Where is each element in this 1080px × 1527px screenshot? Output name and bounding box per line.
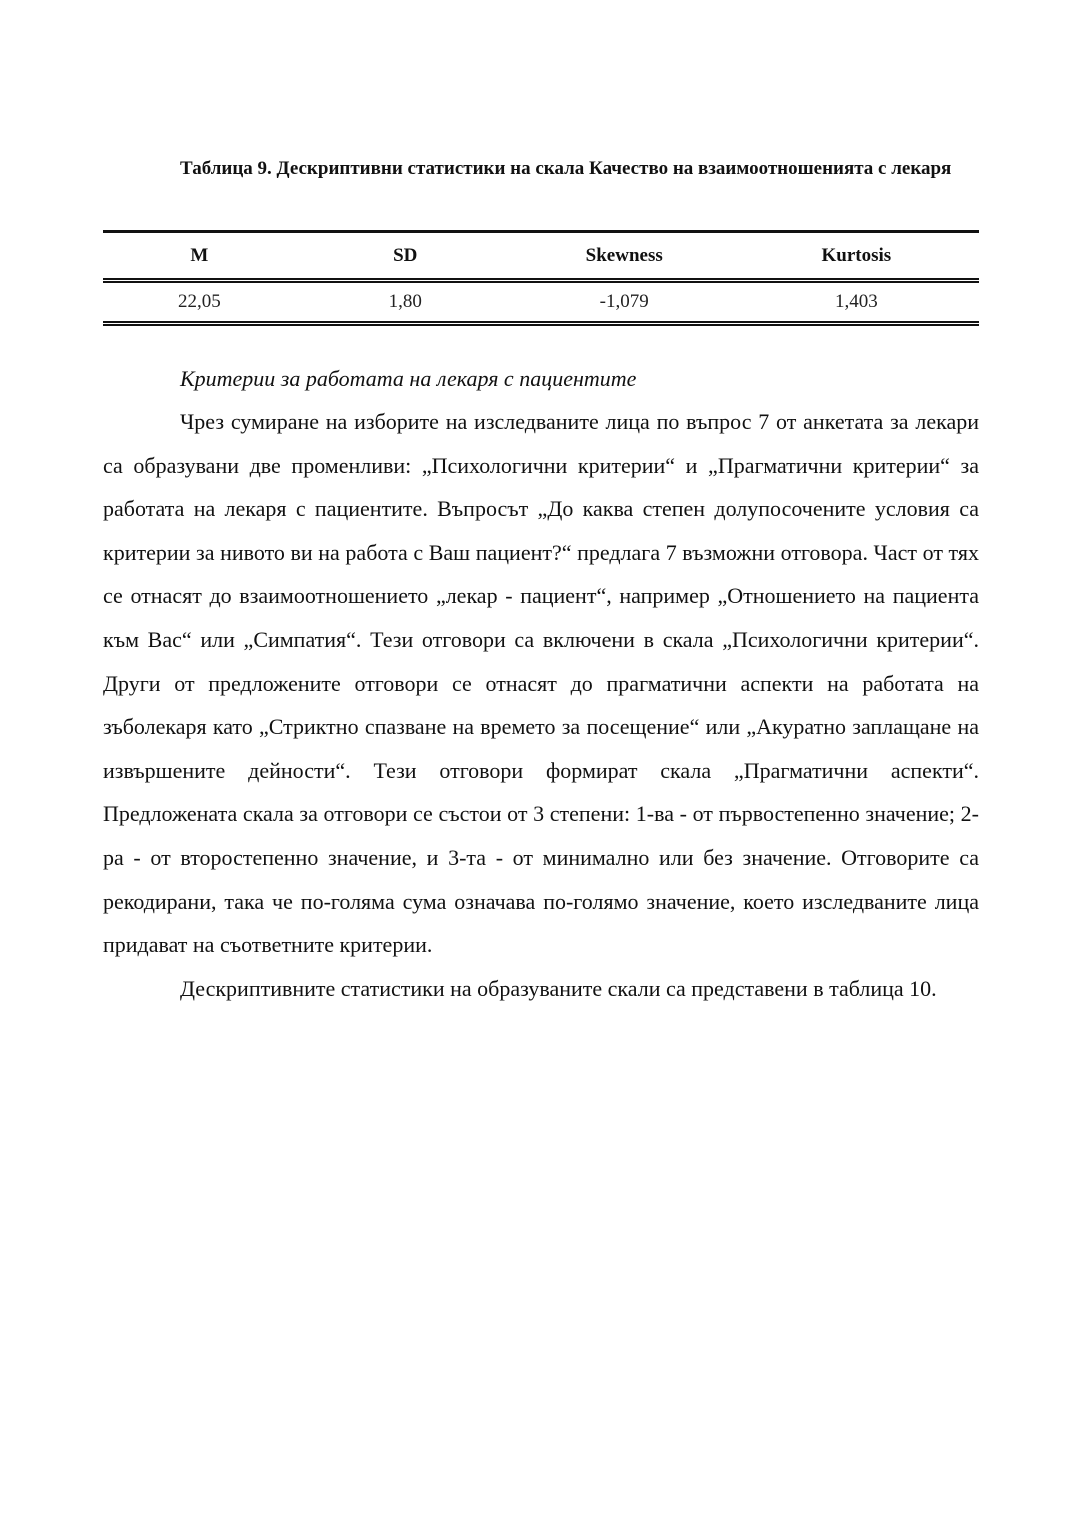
section-heading: Критерии за работата на лекаря с пациентите [180,366,637,391]
table-header-row [103,232,979,281]
cell-mean: 22,05 [103,281,296,324]
paragraph-table-reference: Дескриптивните статистики на образуваните скали са представени в таблица 10. [180,975,937,1001]
header-mean: M [103,232,296,281]
descriptive-statistics-table [103,230,979,326]
table-row [103,281,979,324]
cell-sd: 1,80 [296,281,515,324]
header-kurtosis: Kurtosis [734,232,979,281]
paragraph-criteria: Чрез сумиране на изборите на изследваните лица по въпрос 7 от анкетата за лекари са образувани две променливи: „Психологични критерии“ и „Прагматични критерии“ за работата на лекаря с пациентите. Въпросът „До каква степен долупосочените условия са критерии за нивото ви на работа с Ваш пациент?“ предлага 7 възможни отговора. Част от тях се отнасят до взаимоотношението „лекар - пациент“, например „Отношението на пациента към Вас“ или „Симпатия“. Тези отговори са включени в скала „Психологични критерии“. Други от предложените отговори се отнасят до прагматични аспекти на работата на зъболекаря като „Стриктно спазване на времето за посещение“ или „Акуратно заплащане на извършените дейности“. Тези отговори формират скала „Прагматични аспекти“. Предложената скала за отговори се състои от 3 степени: 1-ва - от първостепенно значение; 2-ра - от второстепенно значение, и 3-та - от минимално или без значение. Отговорите са рекодирани, така че по-голяма сума означава по-голямо значение, което изследваните лица придават на съответните критерии. [103,409,979,958]
cell-kurtosis: 1,403 [734,281,979,324]
header-skewness: Skewness [515,232,734,281]
table-caption: Таблица 9. Дескриптивни статистики на скала Качество на взаимоотношенията с лекаря [180,158,952,179]
cell-skewness: -1,079 [515,281,734,324]
header-sd: SD [296,232,515,281]
body-text [103,400,979,1010]
